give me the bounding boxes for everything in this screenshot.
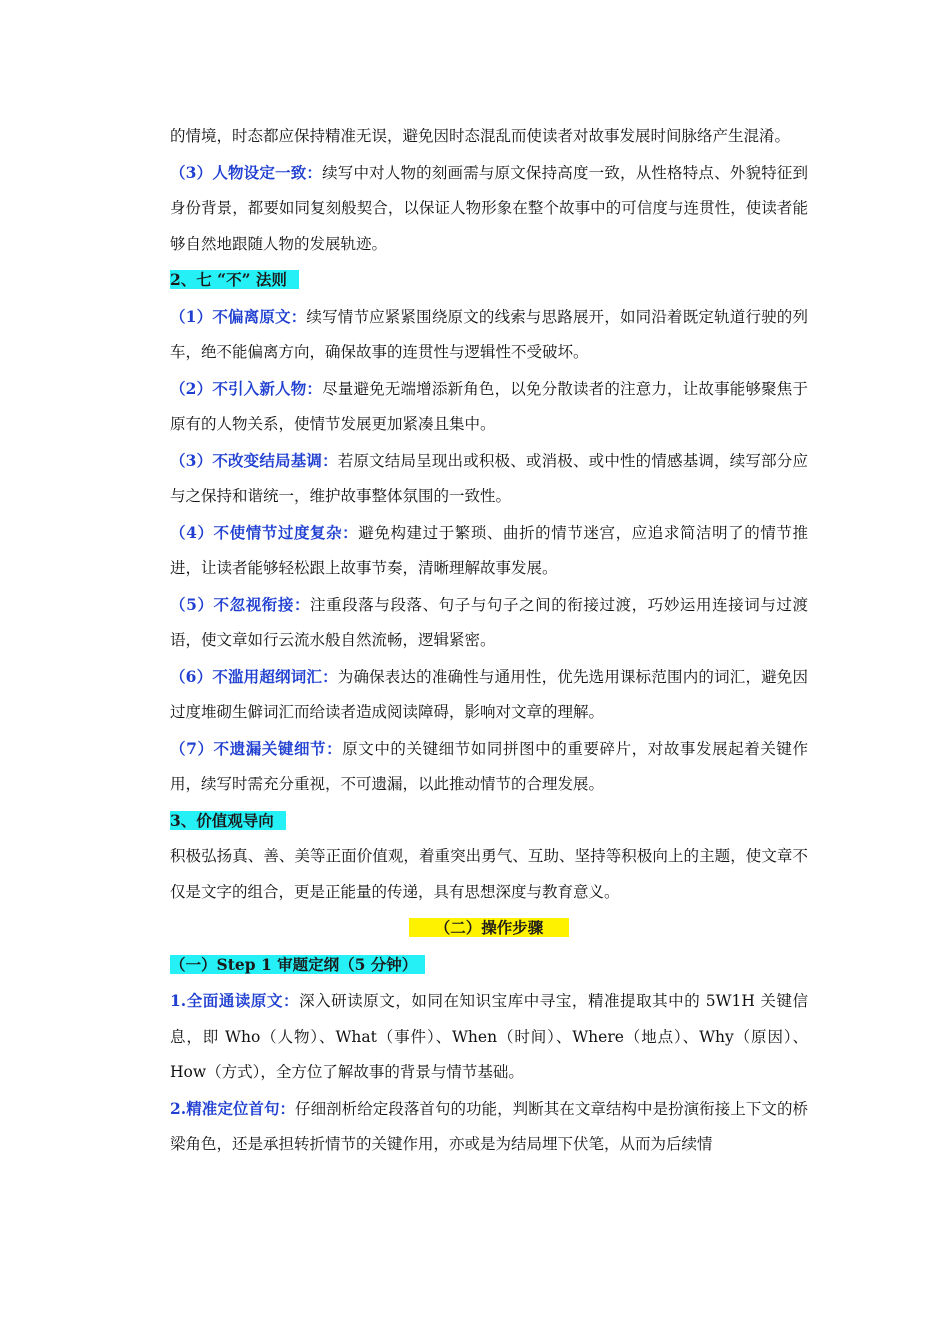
step-item: 1.全面通读原文：深入研读原文，如同在知识宝库中寻宝，精准提取其中的 5W1H 关键信息，即 Who（人物）、What（事件）、When（时间）、Where（地点）、Why（原因）、How（方式），全方位了解故事的背景与情节基础。 [170,991,809,1081]
paragraph-character-consistency [170,155,808,263]
document-body [170,119,808,1163]
item-label: （3）人物设定一致： [170,162,323,182]
heading-seven-rules: 2、七 “不” 法则 [170,262,808,299]
item-text: 续写中对人物的刻画需与原文保持高度一致，从性格特点、外貌特征到身份背景，都要如同复刻般契合，以保证人物形象在整个故事中的可信度与连贯性，使读者能够自然地跟随人物的发展轨迹。 [170,163,808,253]
rule-item: （2）不引入新人物：尽量避免无端增添新角色，以免分散读者的注意力，让故事能够聚焦于原有的人物关系，使情节发展更加紧凑且集中。 [170,378,808,433]
rule-item: （1）不偏离原文：续写情节应紧紧围绕原文的线索与思路展开，如同沿着既定轨道行驶的列车，绝不能偏离方向，确保故事的连贯性与逻辑性不受破坏。 [170,306,808,361]
step-item: 2.精准定位首句：仔细剖析给定段落首句的功能，判断其在文章结构中是扮演衔接上下文的桥梁角色，还是承担转折情节的关键作用，亦或是为结局埋下伏笔，从而为后续情 [170,1098,808,1153]
paragraph-values: 积极弘扬真、善、美等正面价值观，着重突出勇气、互助、坚持等积极向上的主题，使文章不仅是文字的组合，更是正能量的传递，具有思想深度与教育意义。 [170,847,808,901]
rule-item: （3）不改变结局基调：若原文结局呈现出或积极、或消极、或中性的情感基调，续写部分应与之保持和谐统一，维护故事整体氛围的一致性。 [170,450,808,505]
rule-item: （5）不忽视衔接：注重段落与段落、句子与句子之间的衔接过渡，巧妙运用连接词与过渡语，使文章如行云流水般自然流畅，逻辑紧密。 [170,594,808,649]
section-title: （二）操作步骤 [170,910,808,947]
rule-item: （7）不遗漏关键细节：原文中的关键细节如同拼图中的重要碎片，对故事发展起着关键作用，续写时需充分重视，不可遗漏，以此推动情节的合理发展。 [170,738,808,793]
heading-values: 3、价值观导向 [170,803,808,840]
paragraph-continuation: 的情境，时态都应保持精准无误，避免因时态混乱而使读者对故事发展时间脉络产生混淆。 [170,127,791,145]
step-heading: （一）Step 1 审题定纲（5 分钟） [170,947,808,984]
rule-item: （6）不滥用超纲词汇：为确保表达的准确性与通用性，优先选用课标范围内的词汇，避免因过度堆砌生僻词汇而给读者造成阅读障碍，影响对文章的理解。 [170,666,808,721]
rule-item: （4）不使情节过度复杂：避免构建过于繁琐、曲折的情节迷宫，应追求简洁明了的情节推进，让读者能够轻松跟上故事节奏，清晰理解故事发展。 [170,522,808,577]
